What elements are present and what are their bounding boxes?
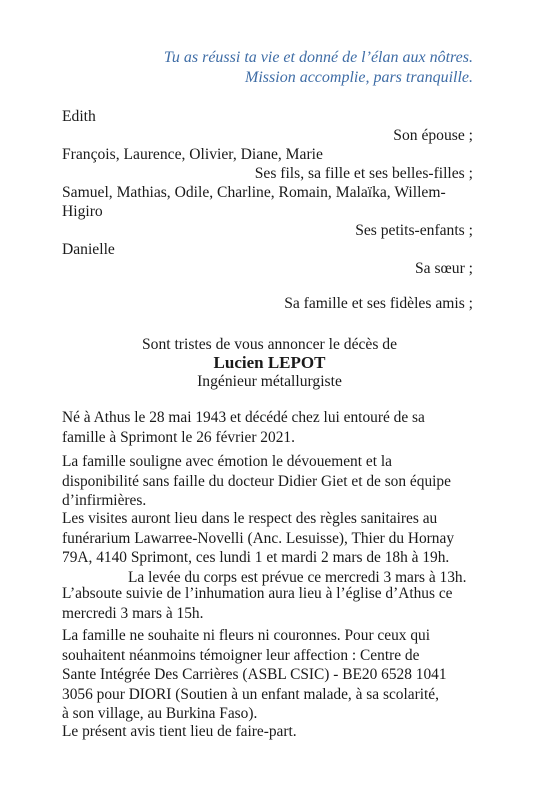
- sister-name: Danielle: [62, 241, 115, 258]
- text-line: La famille ne souhaite ni fleurs ni couronnes. Pour ceux qui: [62, 627, 430, 644]
- deceased-profession: Ingénieur métallurgiste: [197, 373, 342, 390]
- absoute-paragraph: [62, 584, 482, 623]
- spouse-role: Son épouse ;: [393, 127, 473, 144]
- quote-line-1: Tu as réussi ta vie et donné de l’élan aux nôtres.: [163, 49, 473, 66]
- text-line: famille à Sprimont le 26 février 2021.: [62, 428, 295, 446]
- text-line: mercredi 3 mars à 15h.: [62, 604, 204, 622]
- quote-line-2: Mission accomplie, pars tranquille.: [245, 69, 473, 86]
- deceased-name: Lucien LEPOT: [213, 353, 326, 372]
- children-names: François, Laurence, Olivier, Diane, Marie: [62, 146, 323, 163]
- announcement-intro: Sont tristes de vous annoncer le décès de: [141, 336, 398, 353]
- text-line: souhaitent néanmoins témoigner leur affection : Centre de: [62, 646, 420, 664]
- notice-paragraph: [62, 722, 482, 742]
- visits-paragraph: [62, 509, 482, 587]
- family-friends-role: Sa famille et ses fidèles amis ;: [284, 295, 473, 312]
- text-line: Les visites auront lieu dans le respect des règles sanitaires au: [62, 510, 438, 527]
- text-line: d’infirmières.: [62, 492, 147, 509]
- birth-death-paragraph: [62, 408, 482, 447]
- text-line: 3056 pour DIORI (Soutien à un enfant malade, à sa scolarité,: [62, 685, 439, 703]
- spouse-name: Edith: [62, 108, 96, 125]
- levee-line: La levée du corps est prévue ce mercredi 3 mars à 13h.: [128, 568, 467, 586]
- grandchildren-names-line-2: Higiro: [62, 203, 103, 220]
- children-role: Ses fils, sa fille et ses belles-filles ;: [254, 165, 473, 182]
- grandchildren-names-line-1: Samuel, Mathias, Odile, Charline, Romain, Malaïka, Willem-: [62, 184, 446, 201]
- flowers-paragraph: [62, 626, 482, 724]
- grandchildren-role: Ses petits-enfants ;: [355, 222, 473, 239]
- sister-role: Sa sœur ;: [414, 260, 473, 277]
- text-line: à son village, au Burkina Faso).: [62, 705, 258, 722]
- thanks-paragraph: [62, 452, 482, 511]
- text-line: funérarium Lawarree-Novelli (Anc. Lesuisse), Thier du Hornay: [62, 529, 455, 547]
- text-line: Sante Intégrée Des Carrières (ASBL CSIC) - BE20 6528 1041: [62, 666, 447, 683]
- notice-line: Le présent avis tient lieu de faire-part.: [62, 723, 297, 740]
- text-line: 79A, 4140 Sprimont, ces lundi 1 et mardi 2 mars de 18h à 19h.: [62, 549, 450, 566]
- text-line: La famille souligne avec émotion le dévouement et la: [62, 453, 392, 470]
- text-line: L’absoute suivie de l’inhumation aura lieu à l’église d’Athus ce: [62, 585, 453, 602]
- text-line: Né à Athus le 28 mai 1943 et décédé chez lui entouré de sa: [62, 409, 425, 426]
- text-line: disponibilité sans faille du docteur Didier Giet et de son équipe: [62, 472, 451, 490]
